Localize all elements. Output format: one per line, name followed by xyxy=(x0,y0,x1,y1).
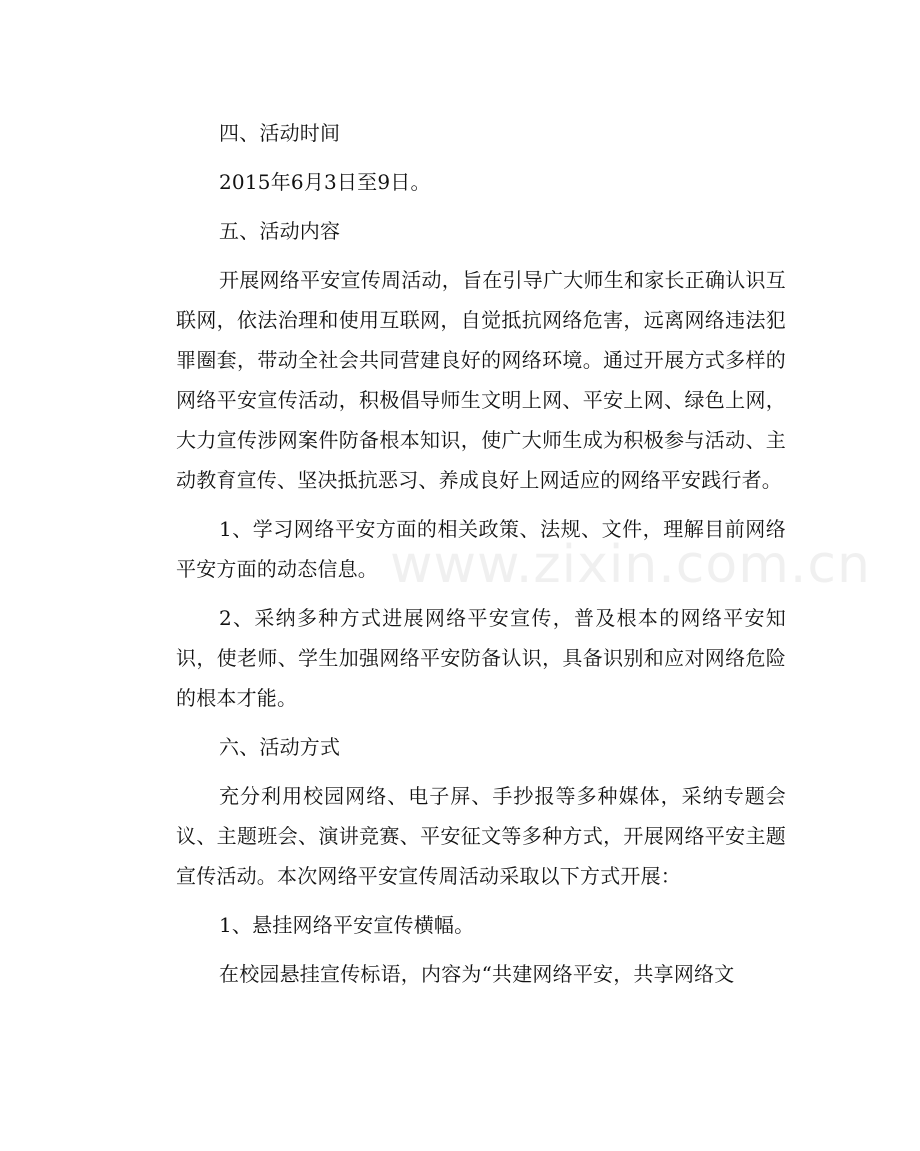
paragraph-method-item-1: 1、悬挂网络平安宣传横幅。 xyxy=(219,913,475,937)
paragraph-activity-method: 充分利用校园网络、电子屏、手抄报等多种媒体，采纳专题会议、主题班会、演讲竞赛、平安征文等多种方式，开展网络平安主题宣传活动。本次网络平安宣传周活动采取以下方式开展： xyxy=(176,784,786,888)
paragraph-activity-purpose: 开展网络平安宣传周活动，旨在引导广大师生和家长正确认识互联网，依法治理和使用互联网，自觉抵抗网络危害，远离网络违法犯罪圈套，带动全社会共同营建良好的网络环境。通过开展方式多样的网络平安宣传活动，积极倡导师生文明上网、平安上网、绿色上网，大力宣传涉网案件防备根本知识，使广大师生成为积极参与活动、主动教育宣传、坚决抵抗恶习、养成良好上网适应的网络平安践行者。 xyxy=(176,268,786,492)
section-heading-activity-content: 五、活动内容 xyxy=(219,219,341,243)
paragraph-item-1: 1、学习网络平安方面的相关政策、法规、文件，理解目前网络平安方面的动态信息。 xyxy=(176,517,786,581)
paragraph-item-2: 2、采纳多种方式进展网络平安宣传，普及根本的网络平安知识，使老师、学生加强网络平安防备认识，具备识别和应对网络危险的根本才能。 xyxy=(176,606,786,710)
section-heading-activity-method: 六、活动方式 xyxy=(219,735,341,759)
document-body xyxy=(176,113,786,1003)
activity-time-text: 2015年6月3日至9日。 xyxy=(219,170,431,194)
paragraph-banner-slogan: 在校园悬挂宣传标语，内容为“共建网络平安，共享网络文 xyxy=(219,962,735,986)
section-heading-activity-time: 四、活动时间 xyxy=(219,121,341,145)
watermark: www.zixin.com.cn xyxy=(390,535,871,595)
